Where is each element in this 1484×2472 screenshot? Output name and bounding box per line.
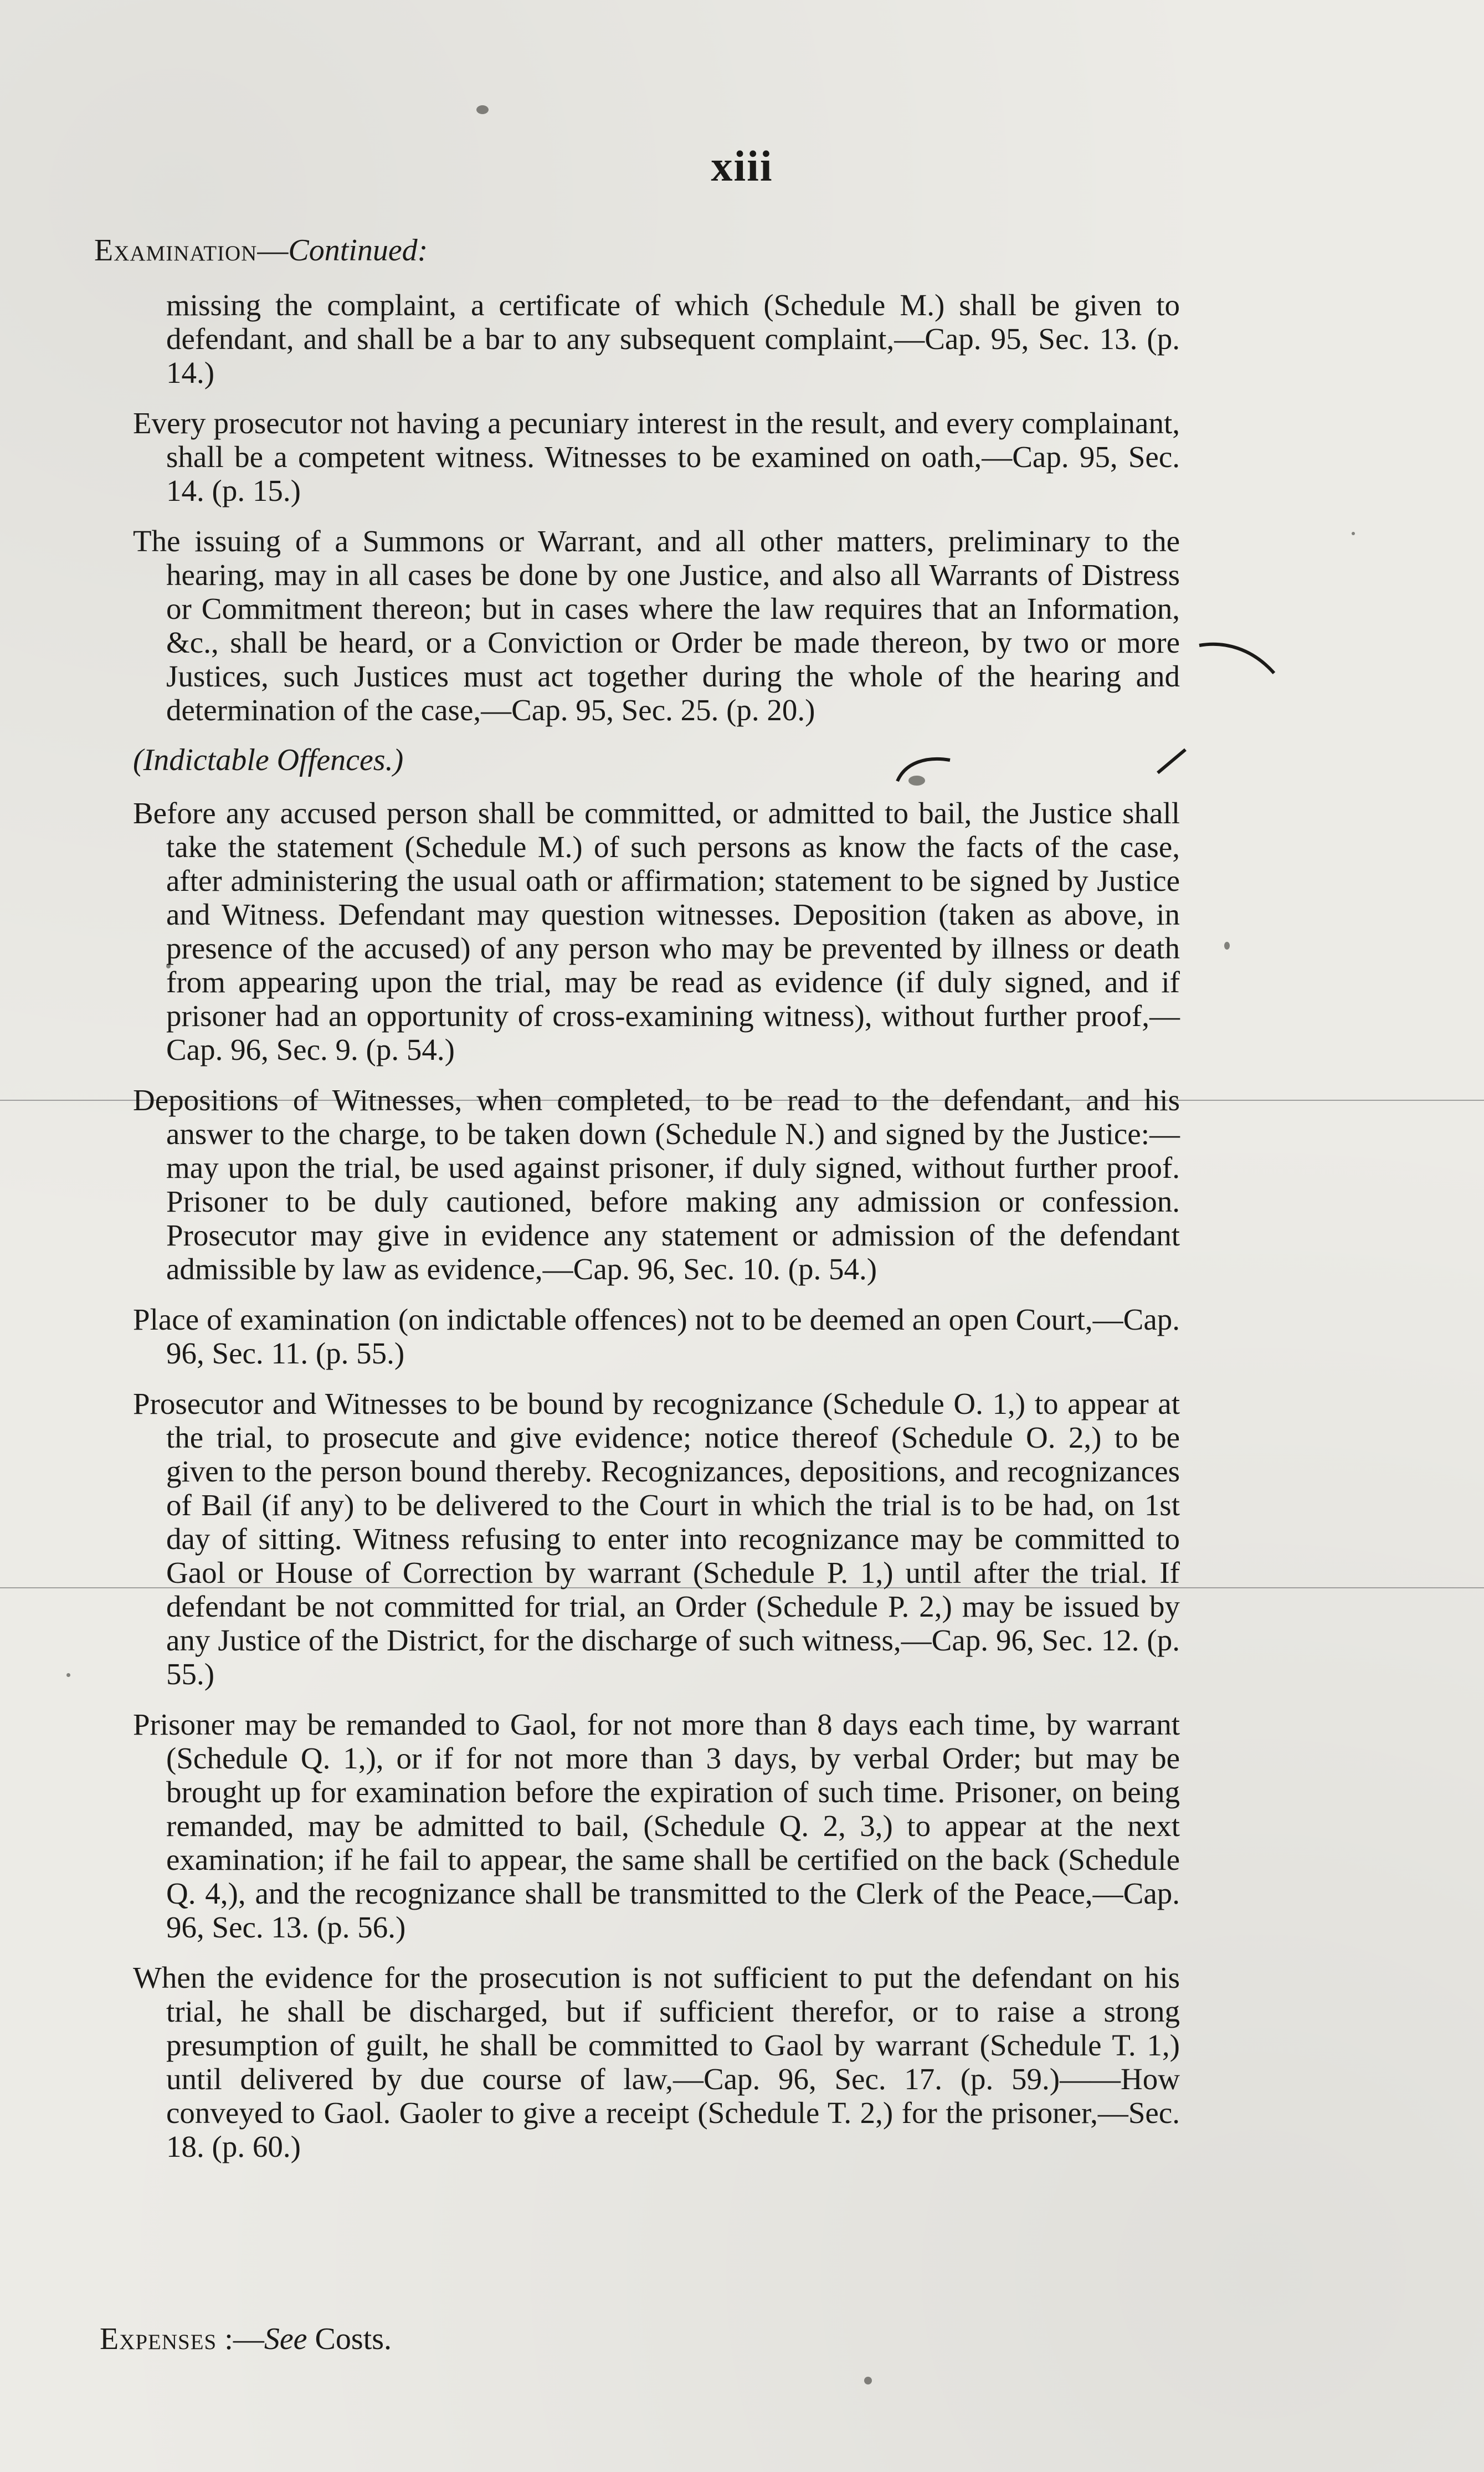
paragraph: Prisoner may be remanded to Gaol, for not more than 8 days each time, by warrant (Schedule Q. 1,), or if for not more than 3 days, by verbal Order; but may be brought up for examination before the expiration of such time. Prisoner, on being remanded, may be admitted to bail, (Schedule Q. 2, 3,) to appear at the next examination; if he fail to appear, the same shall be certified on the back (Schedule Q. 4,), and the recognizance shall be transmitted to the Clerk of the Peace,—Cap. 96, Sec. 13. (p. 56.): [133, 1707, 1180, 1944]
speck: [66, 1673, 70, 1677]
paragraph: Place of examination (on indictable offences) not to be deemed an open Court,—Cap. 96, Sec. 11. (p. 55.): [133, 1302, 1180, 1370]
expenses-title: Expenses: [100, 2322, 217, 2356]
paragraph: Every prosecutor not having a pecuniary interest in the result, and every complainant, shall be a competent witness. Witnesses to be examined on oath,—Cap. 95, Sec. 14. (p. 15.): [133, 406, 1180, 507]
pen-mark: [1197, 640, 1280, 684]
paragraph: Depositions of Witnesses, when completed, to be read to the defendant, and his answer to the charge, to be taken down (Schedule N.) and signed by the Justice:—may upon the trial, be used against prisoner, if duly signed, without further proof. Prisoner to be duly cautioned, before making any admission or confession. Prosecutor may give in evidence any statement or admission of the defendant admissible by law as evidence,—Cap. 96, Sec. 10. (p. 54.): [133, 1083, 1180, 1286]
subheading-indictable-offences: (Indictable Offences.): [133, 743, 404, 777]
paragraph: missing the complaint, a certificate of which (Schedule M.) shall be given to defendant, and shall be a bar to any subsequent complaint,—Cap. 95, Sec. 13. (p. 14.): [166, 288, 1180, 389]
expenses-entry: [100, 2321, 392, 2357]
section-title: Examination: [94, 233, 258, 268]
speck: [864, 2377, 872, 2384]
paragraph: When the evidence for the prosecution is not sufficient to put the defendant on his trial, he shall be discharged, but if sufficient therefor, or to raise a strong presumption of guilt, he shall be committed to Gaol by warrant (Schedule T. 1,) until delivered by due course of law,—Cap. 96, Sec. 17. (p. 59.)——How conveyed to Gaol. Gaoler to give a receipt (Schedule T. 2,) for the prisoner,—Sec. 18. (p. 60.): [133, 1961, 1180, 2163]
speck: [476, 105, 489, 114]
see-label: See: [264, 2322, 307, 2356]
paragraph: Before any accused person shall be committed, or admitted to bail, the Justice shall take the statement (Schedule M.) of such persons as know the facts of the case, after administering the usual oath or affirmation; statement to be signed by Justice and Witness. Defendant may question witnesses. Deposition (taken as above, in presence of the accused) of any person who may be prevented by illness or death from appearing upon the trial, may be read as evidence (if duly signed, and if prisoner had an opportunity of cross-examining witness), without further proof,—Cap. 96, Sec. 9. (p. 54.): [133, 796, 1180, 1066]
paragraph: The issuing of a Summons or Warrant, and all other matters, preliminary to the hearing, may in all cases be done by one Justice, and also all Warrants of Distress or Commitment thereon; but in cases where the law requires that an Information, &c., shall be heard, or a Conviction or Order be made thereon, by two or more Justices, such Justices must act together during the whole of the hearing and determination of the case,—Cap. 95, Sec. 25. (p. 20.): [133, 524, 1180, 727]
see-target: Costs.: [315, 2322, 392, 2356]
body-text: [133, 288, 1180, 2180]
speck: [1352, 532, 1355, 535]
page-number: xiii: [711, 142, 773, 190]
speck: [1224, 942, 1230, 950]
dash: —: [257, 233, 289, 268]
colon-dash: :—: [224, 2322, 264, 2356]
paragraph: Prosecutor and Witnesses to be bound by recognizance (Schedule O. 1,) to appear at the trial, to prosecute and give evidence; notice thereof (Schedule O. 2,) to be given to the person bound thereby. Recognizances, depositions, and recognizances of Bail (if any) to be delivered to the Court in which the trial is to be had, on 1st day of sitting. Witness refusing to enter into recognizance may be committed to Gaol or House of Correction by warrant (Schedule P. 1,) until after the trial. If defendant be not committed for trial, an Order (Schedule P. 2,) may be issued by any Justice of the District, for the discharge of such witness,—Cap. 96, Sec. 12. (p. 55.): [133, 1387, 1180, 1691]
section-heading: [94, 233, 428, 268]
section-continued: Continued:: [288, 233, 428, 268]
